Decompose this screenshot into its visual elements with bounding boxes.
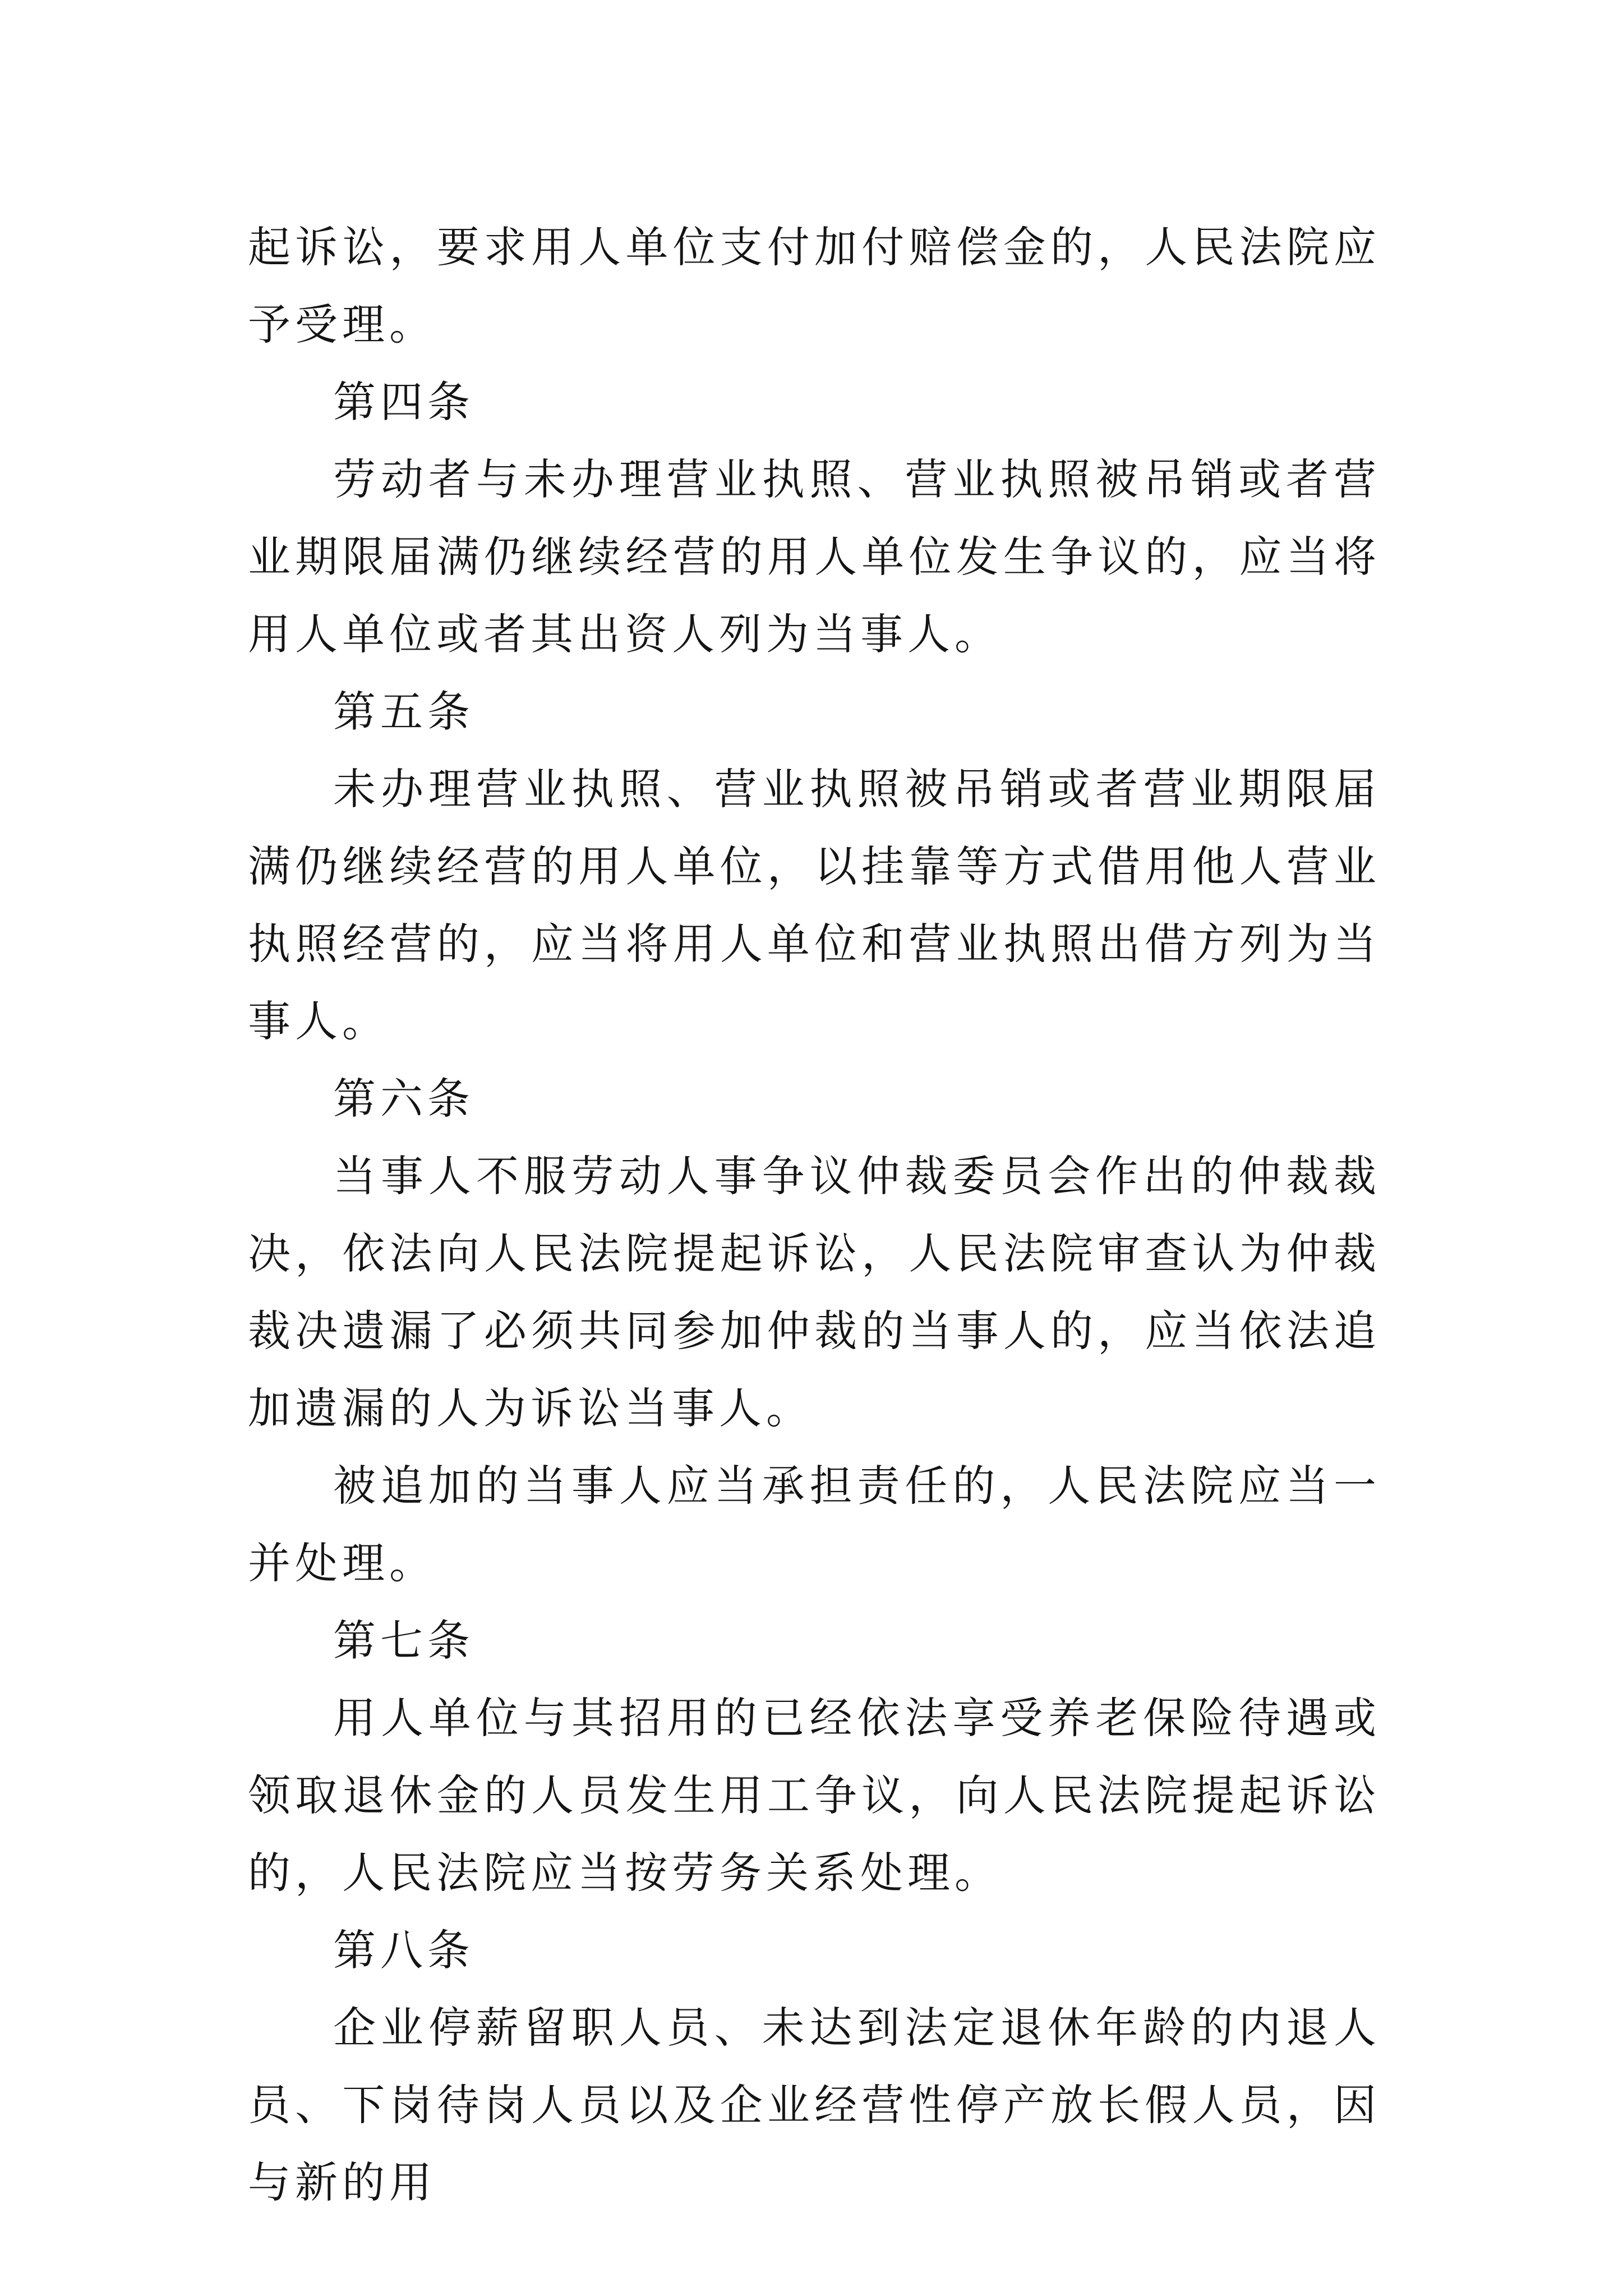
article-heading-5: 第五条 <box>333 687 474 737</box>
article-7-paragraph: 用人单位与其招用的已经依法享受养老保险待遇或领取退休金的人员发生用工争议，向人民法院提起诉讼的，人民法院应当按劳务关系处理。 <box>248 1693 1381 1898</box>
article-heading-4: 第四条 <box>333 377 474 427</box>
article-heading-6: 第六条 <box>333 1074 474 1124</box>
article-8-paragraph: 企业停薪留职人员、未达到法定退休年龄的内退人员、下岗待岗人员以及企业经营性停产放长假人员，因与新的用 <box>248 2003 1381 2207</box>
document-body <box>248 209 1381 2221</box>
article-5-paragraph: 未办理营业执照、营业执照被吊销或者营业期限届满仍继续经营的用人单位，以挂靠等方式借用他人营业执照经营的，应当将用人单位和营业执照出借方列为当事人。 <box>248 764 1381 1046</box>
article-6-paragraph-1: 当事人不服劳动人事争议仲裁委员会作出的仲裁裁决，依法向人民法院提起诉讼，人民法院审查认为仲裁裁决遗漏了必须共同参加仲裁的当事人的，应当依法追加遗漏的人为诉讼当事人。 <box>248 1151 1381 1433</box>
article-heading-8: 第八条 <box>333 1925 474 1975</box>
article-6-paragraph-2: 被追加的当事人应当承担责任的，人民法院应当一并处理。 <box>248 1461 1381 1588</box>
article-heading-7: 第七条 <box>333 1616 474 1665</box>
paragraph-continuation: 起诉讼，要求用人单位支付加付赔偿金的，人民法院应予受理。 <box>248 222 1381 349</box>
article-4-paragraph: 劳动者与未办理营业执照、营业执照被吊销或者营业期限届满仍继续经营的用人单位发生争议的，应当将用人单位或者其出资人列为当事人。 <box>248 454 1381 659</box>
